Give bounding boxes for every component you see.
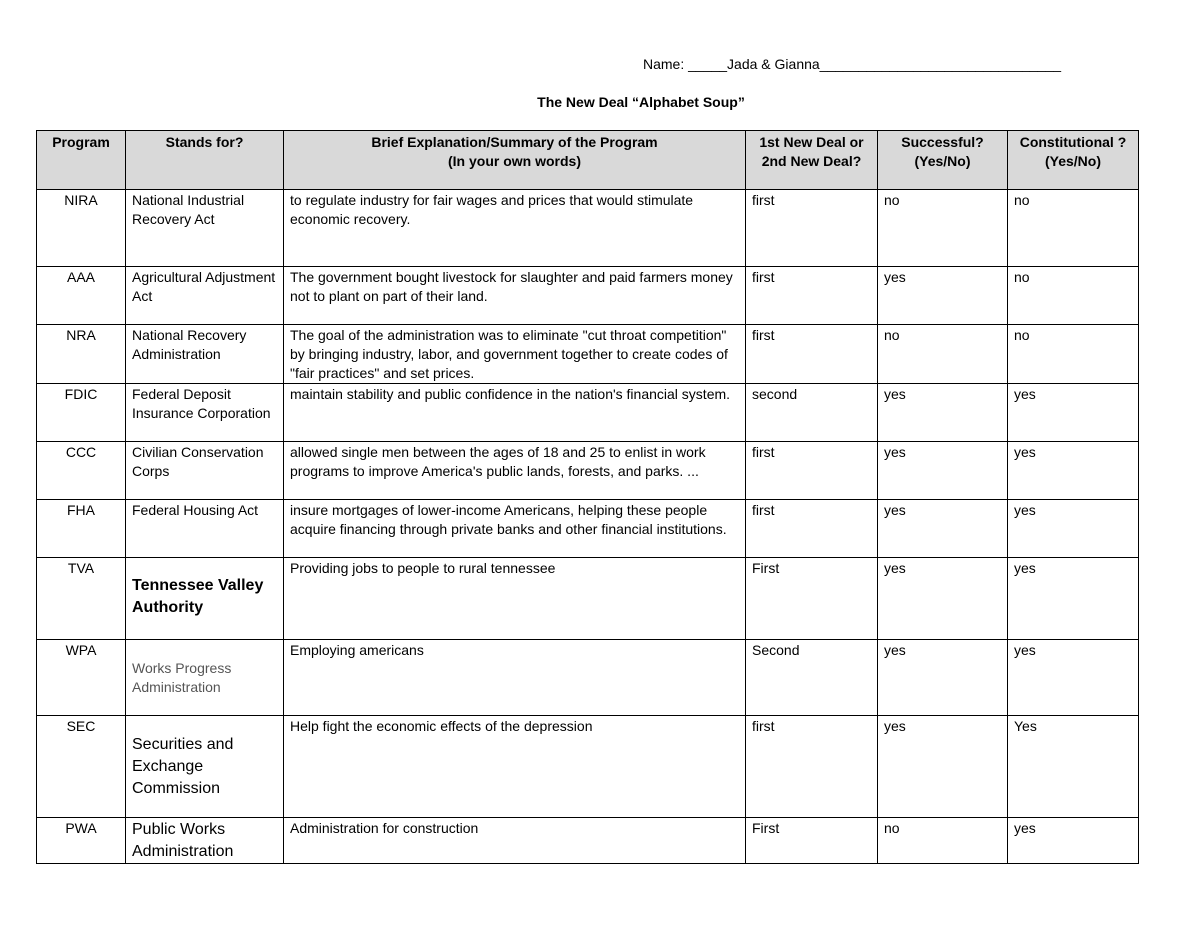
stands-for-cell: Federal Deposit Insurance Corporation [126, 384, 284, 442]
constitutional-cell: no [1008, 190, 1139, 267]
stands-for-text: Tennessee Valley Authority [132, 577, 264, 616]
stands-for-cell [126, 558, 284, 640]
program-cell: FHA [37, 500, 126, 558]
successful-cell: yes [878, 384, 1008, 442]
program-cell: NIRA [37, 190, 126, 267]
deal-cell: first [746, 442, 878, 500]
successful-cell: yes [878, 500, 1008, 558]
stands-for-cell: National Recovery Administration [126, 325, 284, 384]
table-row [37, 267, 1139, 325]
stands-for-cell: Civilian Conservation Corps [126, 442, 284, 500]
summary-cell: Employing americans [284, 640, 746, 716]
successful-cell: yes [878, 267, 1008, 325]
program-cell: FDIC [37, 384, 126, 442]
deal-cell: Second [746, 640, 878, 716]
stands-for-cell [126, 716, 284, 818]
table-row [37, 818, 1139, 864]
column-header-summary: Brief Explanation/Summary of the Program (In your own words) [284, 131, 746, 190]
successful-cell: yes [878, 716, 1008, 818]
summary-cell: to regulate industry for fair wages and prices that would stimulate economic recovery. [284, 190, 746, 267]
summary-cell: Providing jobs to people to rural tennessee [284, 558, 746, 640]
stands-for-text: Works Progress Administration [132, 660, 232, 695]
constitutional-cell: no [1008, 267, 1139, 325]
successful-cell: no [878, 325, 1008, 384]
column-header-successful: Successful? (Yes/No) [878, 131, 1008, 190]
deal-cell: first [746, 716, 878, 818]
deal-cell: first [746, 267, 878, 325]
document-title: The New Deal “Alphabet Soup” [537, 94, 745, 110]
column-header-constitutional: Constitutional ? (Yes/No) [1008, 131, 1139, 190]
summary-cell: Help fight the economic effects of the depression [284, 716, 746, 818]
successful-cell: no [878, 190, 1008, 267]
summary-cell: allowed single men between the ages of 18 and 25 to enlist in work programs to improve America's public lands, forests, and parks. ... [284, 442, 746, 500]
table-row [37, 442, 1139, 500]
column-header-program: Program [37, 131, 126, 190]
deal-cell: First [746, 558, 878, 640]
program-cell: NRA [37, 325, 126, 384]
program-cell: CCC [37, 442, 126, 500]
successful-cell: no [878, 818, 1008, 864]
new-deal-table [36, 130, 1139, 864]
program-cell: AAA [37, 267, 126, 325]
summary-cell: The government bought livestock for slaughter and paid farmers money not to plant on part of their land. [284, 267, 746, 325]
successful-cell: yes [878, 442, 1008, 500]
table-row [37, 640, 1139, 716]
deal-cell: First [746, 818, 878, 864]
table-row [37, 325, 1139, 384]
stands-for-cell: Federal Housing Act [126, 500, 284, 558]
column-header-deal: 1st New Deal or 2nd New Deal? [746, 131, 878, 190]
table-row [37, 558, 1139, 640]
program-cell: SEC [37, 716, 126, 818]
stands-for-cell: Public Works Administration [126, 818, 284, 864]
constitutional-cell: yes [1008, 818, 1139, 864]
constitutional-cell: yes [1008, 384, 1139, 442]
program-cell: PWA [37, 818, 126, 864]
constitutional-cell: yes [1008, 500, 1139, 558]
constitutional-cell: yes [1008, 640, 1139, 716]
constitutional-cell: yes [1008, 558, 1139, 640]
successful-cell: yes [878, 558, 1008, 640]
deal-cell: first [746, 190, 878, 267]
constitutional-cell: no [1008, 325, 1139, 384]
summary-cell: insure mortgages of lower-income Americans, helping these people acquire financing through private banks and other financial institutions. [284, 500, 746, 558]
summary-cell: The goal of the administration was to eliminate "cut throat competition" by bringing industry, labor, and government together to create codes of "fair practices" and set prices. [284, 325, 746, 384]
table-header-row [37, 131, 1139, 190]
table-row [37, 384, 1139, 442]
deal-cell: first [746, 325, 878, 384]
constitutional-cell: Yes [1008, 716, 1139, 818]
successful-cell: yes [878, 640, 1008, 716]
student-name-line: Name: _____Jada & Gianna_______________________________ [643, 56, 1062, 72]
stands-for-cell [126, 640, 284, 716]
constitutional-cell: yes [1008, 442, 1139, 500]
deal-cell: first [746, 500, 878, 558]
column-header-stands-for: Stands for? [126, 131, 284, 190]
summary-cell: maintain stability and public confidence in the nation's financial system. [284, 384, 746, 442]
program-cell: WPA [37, 640, 126, 716]
table-row [37, 716, 1139, 818]
deal-cell: second [746, 384, 878, 442]
table-row [37, 500, 1139, 558]
stands-for-cell: Agricultural Adjustment Act [126, 267, 284, 325]
program-cell: TVA [37, 558, 126, 640]
stands-for-text: Securities and Exchange Commission [132, 736, 234, 797]
stands-for-cell: National Industrial Recovery Act [126, 190, 284, 267]
table-row [37, 190, 1139, 267]
summary-cell: Administration for construction [284, 818, 746, 864]
